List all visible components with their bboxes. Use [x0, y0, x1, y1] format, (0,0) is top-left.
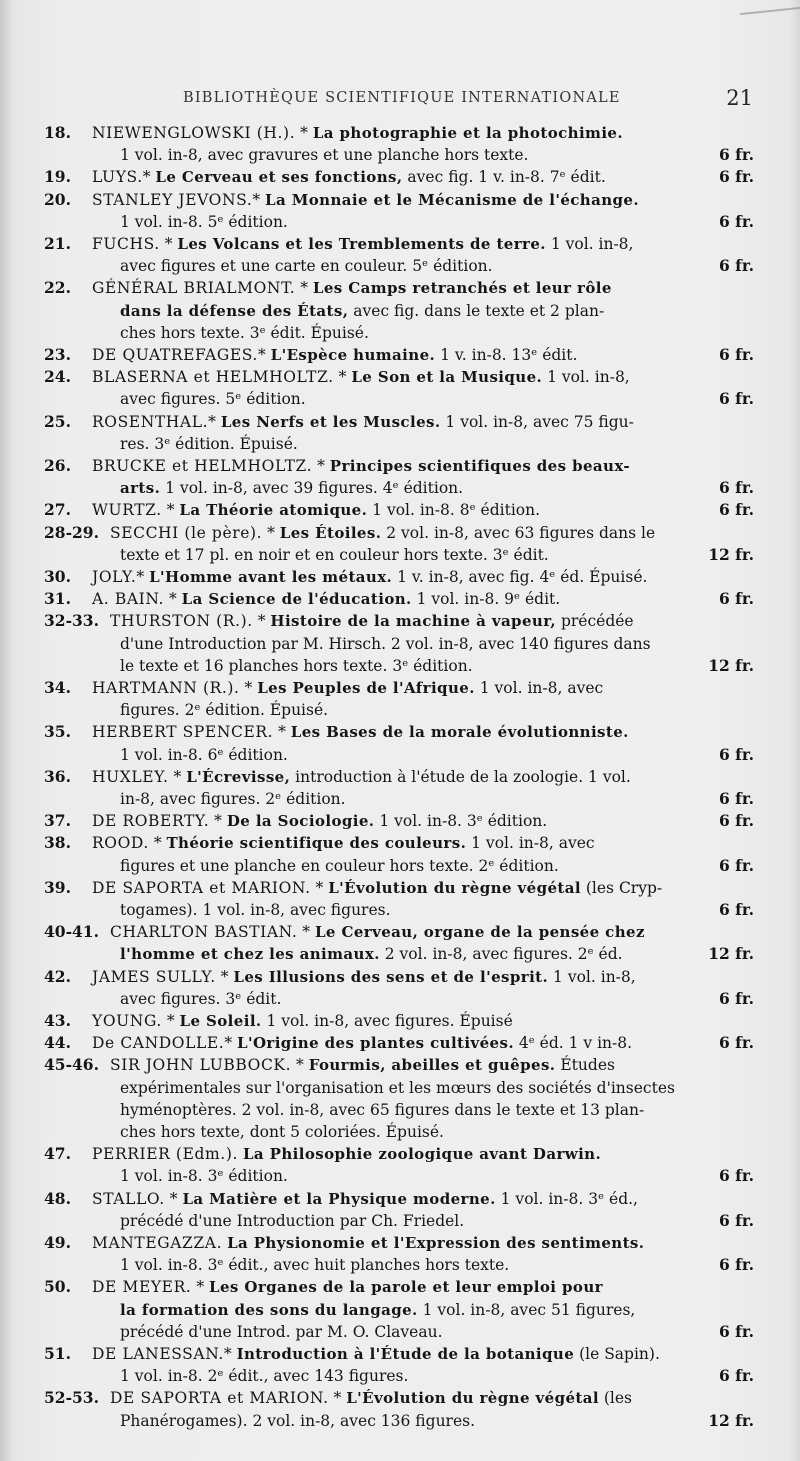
catalog-entry — [44, 1032, 760, 1054]
entry-detail: figures et une planche en couleur hors texte. 2ᵉ édition. — [120, 856, 559, 875]
entry-price: 6 fr. — [719, 988, 754, 1008]
catalog-entry — [44, 921, 760, 965]
entry-marker: * — [273, 723, 291, 742]
entry-line — [44, 499, 760, 521]
entry-author: SIR JOHN LUBBOCK. — [110, 1056, 292, 1075]
entry-marker: * — [148, 834, 167, 853]
entry-detail: (les Cryp- — [580, 878, 663, 897]
entry-detail: 1 vol. in-8, avec figures. Épuisé — [261, 1012, 513, 1030]
entry-detail: 1 v. in-8. 13ᵉ édit. — [435, 346, 578, 364]
entry-title: L'Espèce humaine. — [270, 346, 436, 364]
entry-number: 27. — [44, 500, 71, 520]
entry-detail: in-8, avec figures. 2ᵉ édition. — [120, 789, 346, 808]
entry-marker: * — [239, 679, 258, 697]
entry-marker: * — [295, 279, 313, 298]
entry-number: 37. — [44, 811, 71, 831]
entry-detail: 1 vol. in-8, avec gravures et une planche hors texte. — [120, 146, 529, 165]
entry-line — [44, 855, 760, 877]
entry-number: 45-46. — [44, 1055, 99, 1075]
entry-line — [44, 1032, 760, 1054]
entry-line — [44, 544, 760, 566]
entry-number: 18. — [44, 123, 71, 142]
entry-line — [44, 344, 760, 366]
catalog-entry — [44, 610, 760, 677]
entry-price: 6 fr. — [719, 855, 754, 875]
entry-detail: introduction à l'étude de la zoologie. 1 vol. — [290, 767, 631, 786]
entry-price: 6 fr. — [719, 1255, 754, 1275]
entry-line — [44, 255, 760, 277]
entry-detail: 1 v. in-8, avec fig. 4ᵉ éd. Épuisé. — [392, 568, 648, 586]
entry-detail: 1 vol. in-8, avec 51 figures, — [417, 1300, 636, 1319]
catalog-entry — [44, 877, 760, 921]
entry-marker: * — [215, 967, 234, 986]
entry-number: 30. — [44, 567, 71, 586]
entry-marker: * — [333, 368, 352, 387]
entry-detail: expérimentales sur l'organisation et les mœurs des sociétés d'insectes — [120, 1078, 675, 1097]
entry-line — [44, 899, 760, 921]
entry-number: 42. — [44, 966, 71, 986]
entry-title: Les Illusions des sens et de l'esprit. — [233, 967, 549, 986]
entry-title: La photographie et la photochimie. — [312, 124, 623, 142]
catalog-entry — [44, 277, 760, 344]
catalog-entry — [44, 522, 760, 566]
entry-detail: avec fig. 1 v. in-8. 7ᵉ édit. — [402, 168, 606, 187]
catalog-entry — [44, 499, 760, 521]
entry-detail: 1 vol. in-8. 8ᵉ édition. — [367, 501, 541, 520]
entry-marker: * — [136, 568, 150, 586]
entry-marker: * — [208, 412, 221, 431]
entry-number: 36. — [44, 766, 71, 786]
entry-marker: * — [142, 168, 156, 187]
entry-line — [44, 1099, 760, 1121]
entry-price: 6 fr. — [719, 345, 754, 364]
entry-author: MANTEGAZZA. — [92, 1234, 223, 1252]
entry-marker: * — [252, 612, 271, 631]
entry-line — [44, 988, 760, 1010]
entry-marker: * — [291, 1056, 309, 1075]
entry-author: THURSTON (R.). — [110, 612, 253, 631]
entry-line — [44, 1387, 760, 1409]
entry-detail: d'une Introduction par M. Hirsch. 2 vol. in-8, avec 140 figures dans — [120, 634, 651, 653]
entry-number: 51. — [44, 1344, 71, 1363]
entry-author: DE SAPORTA et MARION. — [110, 1389, 329, 1408]
entry-author: DE ROBERTY. — [92, 812, 210, 831]
entry-detail: avec figures. 5ᵉ édition. — [120, 390, 306, 409]
entry-line — [44, 411, 760, 433]
catalog-entry — [44, 411, 760, 455]
entry-detail: 1 vol. in-8. 9ᵉ édit. — [411, 590, 561, 609]
entry-author: ROSENTHAL. — [92, 412, 209, 431]
entry-line — [44, 477, 760, 499]
entry-line — [44, 1121, 760, 1143]
entry-detail: précédée — [556, 612, 634, 631]
entry-author: SECCHI (le père). — [110, 523, 263, 542]
entry-title: Le Cerveau et ses fonctions, — [155, 168, 403, 187]
entry-detail: ches hors texte. 3ᵉ édit. Épuisé. — [120, 323, 369, 342]
catalog-entry — [44, 1143, 760, 1187]
entry-detail: (les — [598, 1389, 633, 1408]
entry-author: HERBERT SPENCER. — [92, 723, 274, 742]
entry-author: GÉNÉRAL BRIALMONT. — [92, 279, 296, 298]
entry-detail: 2 vol. in-8, avec figures. 2ᵉ éd. — [379, 945, 623, 964]
entry-detail: res. 3ᵉ édition. Épuisé. — [120, 434, 298, 453]
entry-detail: 1 vol. in-8. 3ᵉ éd., — [495, 1189, 638, 1208]
entry-line — [44, 1254, 760, 1276]
catalog-entry — [44, 832, 760, 876]
entry-number: 34. — [44, 678, 71, 697]
entry-line — [44, 744, 760, 766]
entry-price: 12 fr. — [708, 544, 754, 564]
entry-detail: 1 vol. in-8. 3ᵉ édition. — [120, 1167, 288, 1186]
page-edge-mark — [740, 7, 800, 15]
entry-detail: le texte et 16 planches hors texte. 3ᵉ édition. — [120, 656, 473, 675]
entry-price: 6 fr. — [719, 1321, 754, 1341]
entry-number: 52-53. — [44, 1388, 99, 1408]
catalog-entry — [44, 721, 760, 765]
entry-line — [44, 1054, 760, 1076]
catalog-entry — [44, 1343, 760, 1387]
entry-title: Les Étoiles. — [279, 523, 382, 542]
catalog-entry — [44, 810, 760, 832]
entry-title: La Matière et la Physique moderne. — [182, 1189, 496, 1208]
page-header — [105, 86, 765, 118]
entry-line — [44, 1410, 760, 1432]
entry-number: 39. — [44, 877, 71, 897]
entry-number: 49. — [44, 1233, 71, 1252]
entry-detail: précédé d'une Introduction par Ch. Friedel. — [120, 1211, 465, 1230]
entry-title: Le Soleil. — [179, 1012, 262, 1030]
catalog-entry — [44, 233, 760, 277]
entry-detail: Phanérogames). 2 vol. in-8, avec 136 figures. — [120, 1411, 476, 1430]
entry-line — [44, 699, 760, 721]
entry-title: Introduction à l'Étude de la botanique — [236, 1345, 575, 1363]
entry-number: 32-33. — [44, 611, 99, 631]
entry-title: Les Peuples de l'Afrique. — [257, 679, 475, 697]
page-number: 21 — [726, 86, 753, 110]
entry-title: Les Organes de la parole et leur emploi pour — [209, 1278, 603, 1297]
entry-line — [44, 1321, 760, 1343]
entry-detail: figures. 2ᵉ édition. Épuisé. — [120, 701, 329, 720]
entry-detail: avec figures et une carte en couleur. 5ᵉ édition. — [120, 257, 493, 276]
entry-author: De CANDOLLE. — [92, 1034, 225, 1053]
entry-title: Les Nerfs et les Muscles. — [220, 412, 441, 431]
catalog-entry — [44, 766, 760, 810]
entry-author: A. BAIN. — [92, 590, 165, 609]
entry-number: 19. — [44, 167, 71, 187]
entry-price: 6 fr. — [719, 899, 754, 919]
entry-number: 38. — [44, 833, 71, 853]
entry-marker: * — [224, 1034, 237, 1053]
entry-title: la formation des sons du langage. — [120, 1300, 418, 1319]
entry-detail: togames). 1 vol. in-8, avec figures. — [120, 900, 391, 919]
entry-author: HARTMANN (R.). — [92, 679, 240, 697]
entry-title: La Physionomie et l'Expression des sentiments. — [227, 1234, 645, 1252]
catalog-entry — [44, 122, 760, 166]
entry-author: NIEWENGLOWSKI (H.). — [92, 124, 296, 142]
entry-detail: 1 vol. in-8, avec 39 figures. 4ᵉ édition. — [160, 479, 464, 498]
entry-number: 21. — [44, 234, 71, 253]
entry-price: 6 fr. — [719, 256, 754, 276]
entry-detail: 1 vol. in-8, — [542, 368, 630, 387]
catalog-entry — [44, 1188, 760, 1232]
entry-price: 6 fr. — [719, 1366, 754, 1386]
entry-author: JOLY. — [92, 568, 137, 586]
entry-author: STALLO. — [92, 1189, 165, 1208]
entry-line — [44, 832, 760, 854]
entry-detail: 2 vol. in-8, avec 63 figures dans le — [381, 523, 656, 542]
entry-author: PERRIER (Edm.). — [92, 1145, 239, 1164]
entry-line — [44, 1010, 760, 1032]
entry-marker: * — [161, 1012, 180, 1030]
entry-detail: 1 vol. in-8. 3ᵉ édit., avec huit planches hors texte. — [120, 1256, 510, 1275]
entry-marker: * — [164, 1189, 183, 1208]
catalog-entry — [44, 366, 760, 410]
entry-line — [44, 788, 760, 810]
entry-detail: 1 vol. in-8. 3ᵉ édition. — [374, 812, 548, 831]
entry-line — [44, 1077, 760, 1099]
entry-price: 6 fr. — [719, 1033, 754, 1053]
entry-price: 6 fr. — [719, 389, 754, 409]
entry-title: La Monnaie et le Mécanisme de l'échange. — [265, 190, 639, 209]
entry-title: La Science de l'éducation. — [181, 590, 412, 609]
entry-marker: * — [312, 457, 330, 475]
entry-author: CHARLTON BASTIAN. — [110, 923, 298, 942]
entry-line — [44, 677, 760, 699]
entry-number: 23. — [44, 345, 71, 364]
entry-line — [44, 1365, 760, 1387]
entry-author: LUYS. — [92, 168, 143, 187]
entry-price: 6 fr. — [719, 145, 754, 165]
entry-line — [44, 1276, 760, 1298]
entry-line — [44, 233, 760, 255]
entry-author: FUCHS. — [92, 235, 160, 253]
entry-line — [44, 943, 760, 965]
catalog-entry — [44, 344, 760, 366]
entry-author: DE QUATREFAGES. — [92, 346, 258, 364]
entry-title: Le Son et la Musique. — [351, 368, 543, 387]
entry-detail: avec fig. dans le texte et 2 plan- — [348, 301, 605, 320]
entry-line — [44, 877, 760, 899]
catalog-entry — [44, 588, 760, 610]
entry-author: WURTZ. — [92, 501, 162, 520]
entry-author: STANLEY JEVONS. — [92, 190, 253, 209]
entry-marker: * — [297, 923, 315, 942]
entry-line — [44, 1188, 760, 1210]
entry-line — [44, 277, 760, 299]
entry-title: Théorie scientifique des couleurs. — [166, 834, 467, 853]
entry-marker: * — [168, 767, 187, 786]
entry-author: BLASERNA et HELMHOLTZ. — [92, 368, 334, 387]
entry-marker: * — [164, 590, 182, 609]
entry-detail: hyménoptères. 2 vol. in-8, avec 65 figures dans le texte et 13 plan- — [120, 1100, 645, 1119]
entry-number: 28-29. — [44, 522, 99, 542]
catalog-entry — [44, 1276, 760, 1343]
entry-price: 12 fr. — [708, 655, 754, 675]
entry-number: 20. — [44, 189, 71, 209]
entry-number: 40-41. — [44, 922, 99, 942]
entry-detail: précédé d'une Introd. par M. O. Claveau. — [120, 1322, 443, 1341]
entry-line — [44, 721, 760, 743]
entry-author: ROOD. — [92, 834, 149, 853]
entry-number: 24. — [44, 367, 71, 387]
entry-title: L'Évolution du règne végétal — [346, 1389, 599, 1408]
entry-author: DE SAPORTA et MARION. — [92, 878, 311, 897]
entry-number: 48. — [44, 1188, 71, 1208]
entry-line — [44, 1343, 760, 1365]
entry-detail: texte et 17 pl. en noir et en couleur hors texte. 3ᵉ édit. — [120, 545, 549, 564]
entry-number: 26. — [44, 456, 71, 475]
entry-number: 43. — [44, 1011, 71, 1030]
catalog-entry — [44, 1232, 760, 1276]
entry-number: 22. — [44, 278, 71, 298]
entry-price: 6 fr. — [719, 1166, 754, 1186]
entry-author: BRUCKE et HELMHOLTZ. — [92, 457, 313, 475]
entry-line — [44, 433, 760, 455]
entry-title: L'Origine des plantes cultivées. — [237, 1034, 514, 1053]
entry-marker: * — [209, 812, 227, 831]
entry-line — [44, 455, 760, 477]
entry-title: Les Volcans et les Tremblements de terre. — [177, 235, 546, 253]
entry-number: 44. — [44, 1033, 71, 1053]
entry-line — [44, 921, 760, 943]
entry-marker: * — [310, 878, 329, 897]
entry-line — [44, 144, 760, 166]
catalog-entry — [44, 677, 760, 721]
entry-detail: avec figures. 3ᵉ édit. — [120, 989, 282, 1008]
entry-title: L'Écrevisse, — [186, 767, 291, 786]
catalog-entry — [44, 1387, 760, 1431]
entry-title: dans la défense des États, — [120, 301, 349, 320]
entry-price: 6 fr. — [719, 788, 754, 808]
entry-line — [44, 810, 760, 832]
entry-number: 31. — [44, 589, 71, 609]
entry-line — [44, 766, 760, 788]
entry-title: Fourmis, abeilles et guêpes. — [308, 1056, 556, 1075]
entry-price: 6 fr. — [719, 1210, 754, 1230]
entry-line — [44, 166, 760, 188]
entry-detail: 1 vol. in-8, avec 75 figu- — [440, 412, 634, 431]
entry-marker: * — [262, 523, 280, 542]
entry-marker: * — [159, 235, 178, 253]
entry-line — [44, 588, 760, 610]
entry-detail: 1 vol. in-8, avec — [474, 679, 604, 697]
entry-title: De la Sociologie. — [226, 812, 375, 831]
entry-line — [44, 122, 760, 144]
entry-title: Le Cerveau, organe de la pensée chez — [314, 923, 645, 942]
entry-price: 6 fr. — [719, 478, 754, 498]
entry-author: JAMES SULLY. — [92, 967, 216, 986]
entry-line — [44, 300, 760, 322]
entry-line — [44, 1165, 760, 1187]
entry-title: Principes scientifiques des beaux- — [329, 457, 631, 475]
entry-title: Les Bases de la morale évolutionniste. — [290, 723, 629, 742]
entry-line — [44, 366, 760, 388]
entry-marker: * — [223, 1345, 237, 1363]
entry-line — [44, 610, 760, 632]
entry-line — [44, 1143, 760, 1165]
entry-detail: 1 vol. in-8, — [545, 235, 634, 253]
entry-line — [44, 1232, 760, 1254]
entry-detail: Études — [555, 1056, 615, 1075]
entry-detail: 1 vol. in-8. 6ᵉ édition. — [120, 745, 288, 764]
entry-title: La Théorie atomique. — [179, 501, 368, 520]
entry-title: l'homme et chez les animaux. — [120, 945, 380, 964]
entry-price: 6 fr. — [719, 167, 754, 187]
catalog-entry — [44, 966, 760, 1010]
entry-marker: * — [191, 1278, 210, 1297]
entry-price: 6 fr. — [719, 211, 754, 231]
entry-line — [44, 1210, 760, 1232]
catalog-entry — [44, 1010, 760, 1032]
entry-title: La Philosophie zoologique avant Darwin. — [242, 1145, 602, 1164]
entry-title: Les Camps retranchés et leur rôle — [312, 279, 612, 298]
entry-marker: * — [295, 124, 313, 142]
entry-author: DE MEYER. — [92, 1278, 192, 1297]
entry-number: 50. — [44, 1277, 71, 1297]
entry-number: 47. — [44, 1144, 71, 1164]
entry-detail: 1 vol. in-8. 2ᵉ édit., avec 143 figures. — [120, 1367, 409, 1386]
catalog-entry — [44, 566, 760, 588]
catalog-entry — [44, 189, 760, 233]
entry-title: L'Évolution du règne végétal — [328, 878, 581, 897]
entry-price: 6 fr. — [719, 500, 754, 520]
entry-author: HUXLEY. — [92, 767, 169, 786]
catalog-entry — [44, 455, 760, 499]
catalog-entry — [44, 1054, 760, 1143]
entry-price: 6 fr. — [719, 744, 754, 764]
entry-title: L'Homme avant les métaux. — [149, 568, 393, 586]
entry-marker: * — [257, 346, 271, 364]
entry-line — [44, 655, 760, 677]
entry-line — [44, 966, 760, 988]
entry-detail: 4ᵉ éd. 1 v in-8. — [513, 1034, 633, 1053]
entry-marker: * — [161, 501, 180, 520]
entry-detail: (le Sapin). — [574, 1345, 660, 1363]
entry-line — [44, 211, 760, 233]
entry-line — [44, 566, 760, 588]
entry-author: YOUNG. — [92, 1012, 162, 1030]
running-title: BIBLIOTHÈQUE SCIENTIFIQUE INTERNATIONALE — [183, 90, 621, 106]
entry-price: 6 fr. — [719, 589, 754, 609]
entry-title: Histoire de la machine à vapeur, — [270, 612, 557, 631]
entry-detail: 1 vol. in-8. 5ᵉ édition. — [120, 212, 288, 231]
entry-price: 12 fr. — [708, 944, 754, 964]
entry-line — [44, 633, 760, 655]
entry-number: 25. — [44, 411, 71, 431]
entry-detail: ches hors texte, dont 5 coloriées. Épuisé. — [120, 1122, 444, 1141]
entry-number: 35. — [44, 722, 71, 742]
entry-line — [44, 189, 760, 211]
entry-marker: * — [328, 1389, 347, 1408]
entry-line — [44, 522, 760, 544]
entry-detail: 1 vol. in-8, — [548, 967, 636, 986]
entry-price: 6 fr. — [719, 811, 754, 831]
entry-detail: 1 vol. in-8, avec — [466, 834, 595, 853]
entry-title: arts. — [120, 479, 161, 498]
entry-marker: * — [252, 190, 266, 209]
catalog-entry — [44, 166, 760, 188]
entry-price: 12 fr. — [708, 1410, 754, 1430]
entry-line — [44, 1299, 760, 1321]
entry-line — [44, 388, 760, 410]
entry-author: DE LANESSAN. — [92, 1345, 224, 1363]
entry-line — [44, 322, 760, 344]
